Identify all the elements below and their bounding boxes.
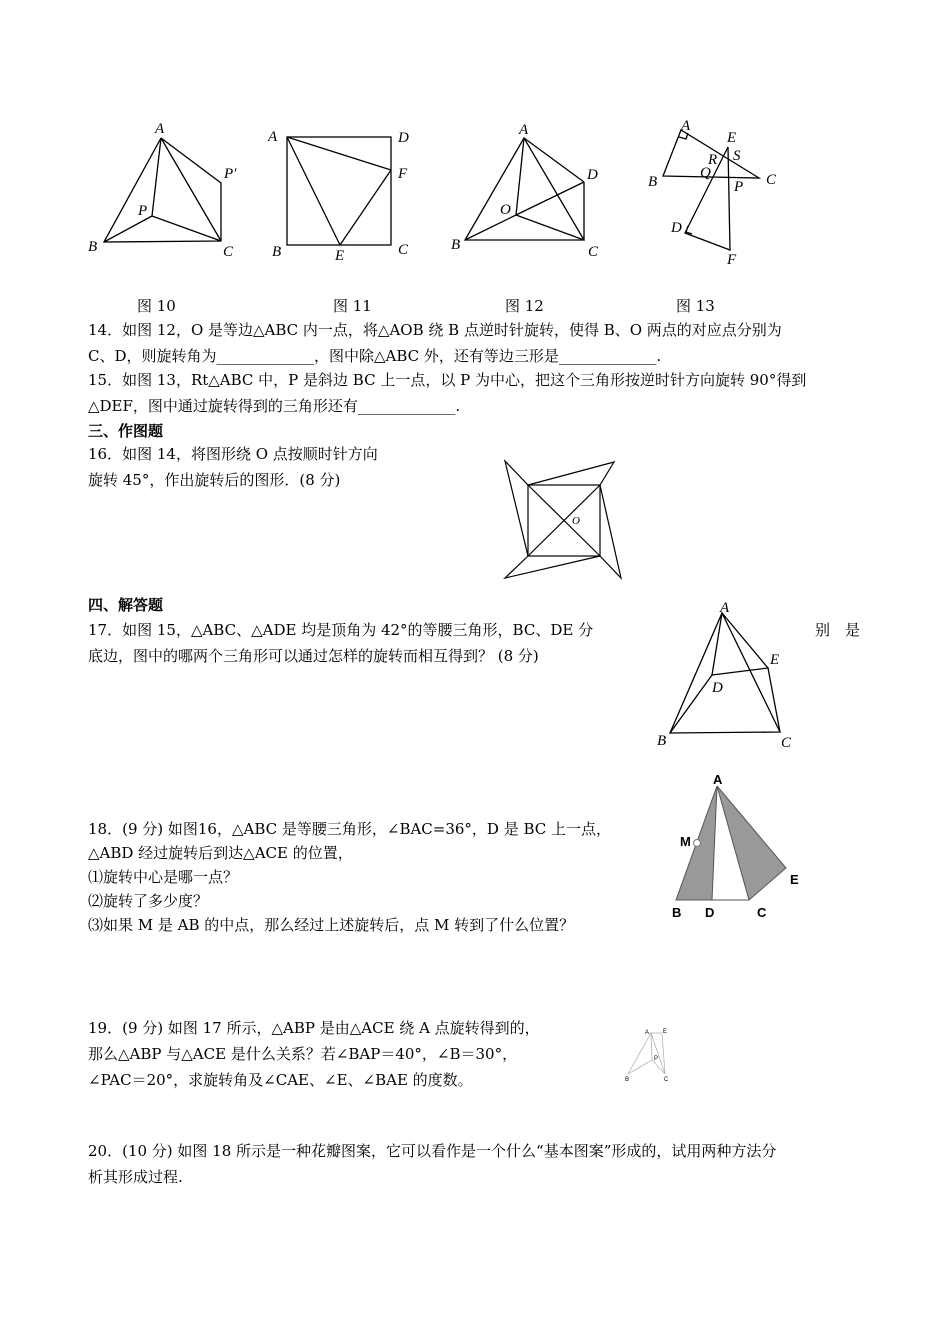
fig10-caption: 图 10 — [137, 297, 176, 315]
fig11-label-c: C — [398, 242, 409, 258]
fig17-pc — [652, 1060, 665, 1074]
fig16-label-b: B — [672, 905, 682, 920]
fig16-label-c: C — [757, 905, 767, 920]
q18-line4: ⑵旋转了多少度？ — [88, 892, 209, 910]
q19-line3: ∠PAC＝20°，求旋转角及∠CAE、∠E、∠BAE 的度数。 — [88, 1071, 473, 1089]
fig15-label-b: B — [657, 733, 667, 749]
fig13-label-b: B — [648, 174, 658, 190]
q17-line1: 17．如图 15，△ABC、△ADE 均是顶角为 42°的等腰三角形，BC、DE 分 — [88, 621, 594, 639]
fig13-label-p: P — [734, 179, 744, 195]
fig16-label-a: A — [713, 772, 723, 787]
fig16-label-m: M — [680, 834, 691, 849]
fig12-label-c: C — [588, 244, 599, 260]
fig13-label-q: Q — [700, 165, 711, 181]
q15-line2: △DEF，图中通过旋转得到的三角形还有_____________. — [88, 397, 461, 415]
q15-line1: 15．如图 13，Rt△ABC 中，P 是斜边 BC 上一点，以 P 为中心，把这个三角形按逆时针方向旋转 90°得到 — [88, 371, 807, 389]
section-4-heading: 四、解答题 — [88, 596, 164, 614]
q18-line5: ⑶如果 M 是 AB 的中点，那么经过上述旋转后，点 M 转到了什么位置？ — [88, 916, 575, 934]
fig11-label-b: B — [272, 244, 282, 260]
q19-line2: 那么△ABP 与△ACE 是什么关系？若∠BAP＝40°，∠B＝30°， — [88, 1045, 518, 1063]
fig13-label-d: D — [671, 220, 682, 236]
fig10-label-c: C — [223, 244, 234, 260]
fig13-label-c: C — [766, 172, 777, 188]
fig17-label-e: E — [663, 1029, 668, 1035]
fig17-triangle-ace — [651, 1033, 665, 1074]
fig12-label-d: D — [587, 167, 598, 183]
fig10-label-b: B — [88, 239, 98, 255]
fig15-label-c: C — [781, 735, 792, 751]
fig10-label-p: P — [138, 203, 148, 219]
q20-line1: 20．(10 分) 如图 18 所示是一种花瓣图案，它可以看作是一个什么“基本图案”形成的，试用两种方法分 — [88, 1142, 777, 1160]
fig17-label-p: P — [654, 1056, 659, 1062]
q16-line1: 16．如图 14，将图形绕 O 点按顺时针方向 — [88, 445, 378, 463]
fig12-label-b: B — [451, 237, 461, 253]
fig11-caption: 图 11 — [333, 297, 372, 315]
fig17-label-a: A — [645, 1030, 650, 1036]
fig17-label-c: C — [664, 1077, 669, 1083]
fig16-label-d: D — [705, 905, 715, 920]
fig11-label-a: A — [268, 129, 278, 145]
fig15-label-e: E — [770, 652, 780, 668]
fig12-label-a: A — [519, 122, 529, 138]
fig16-label-e: E — [790, 872, 799, 887]
fig17-triangle-abp — [628, 1033, 652, 1074]
fig13-label-f: F — [727, 252, 737, 268]
q18-line3: ⑴旋转中心是哪一点？ — [88, 868, 239, 886]
fig13-label-e: E — [727, 130, 737, 146]
q18-line2: △ABD 经过旋转后到达△ACE 的位置， — [88, 844, 353, 862]
section-3-heading: 三、作图题 — [88, 422, 164, 440]
fig15-label-d: D — [712, 680, 723, 696]
fig13-label-a: A — [681, 118, 691, 134]
q17-line2: 底边，图中的哪两个三角形可以通过怎样的旋转而相互得到？ (8 分) — [88, 647, 539, 665]
q14-line2: C、D，则旋转角为_____________，图中除△ABC 外，还有等边三形是_____________. — [88, 347, 662, 365]
fig10-label-p1: P′ — [224, 166, 237, 182]
fig13-label-r: R — [708, 152, 718, 168]
fig11-label-e: E — [335, 248, 345, 264]
fig11-label-d: D — [398, 130, 409, 146]
fig17-label-b: B — [625, 1077, 630, 1083]
q17-line1b: 别 是 — [815, 621, 861, 639]
fig12-label-o: O — [500, 202, 511, 218]
q19-line1: 19．(9 分) 如图 17 所示，△ABP 是由△ACE 绕 A 点旋转得到的， — [88, 1019, 540, 1037]
fig13-label-s: S — [733, 148, 741, 164]
fig14-label-o: O — [572, 515, 580, 527]
fig11-label-f: F — [398, 166, 408, 182]
q16-line2: 旋转 45°，作出旋转后的图形．(8 分) — [88, 471, 341, 489]
fig12-caption: 图 12 — [505, 297, 544, 315]
fig10-label-a: A — [155, 121, 165, 137]
fig15-label-a: A — [720, 600, 730, 616]
q18-line1: 18．(9 分) 如图16，△ABC 是等腰三角形，∠BAC=36°，D 是 BC 上一点， — [88, 820, 612, 838]
q20-line2: 析其形成过程. — [88, 1168, 183, 1186]
fig13-caption: 图 13 — [676, 297, 715, 315]
q14-line1: 14．如图 12，O 是等边△ABC 内一点，将△AOB 绕 B 点逆时针旋转，使得 B、O 两点的对应点分别为 — [88, 321, 782, 339]
